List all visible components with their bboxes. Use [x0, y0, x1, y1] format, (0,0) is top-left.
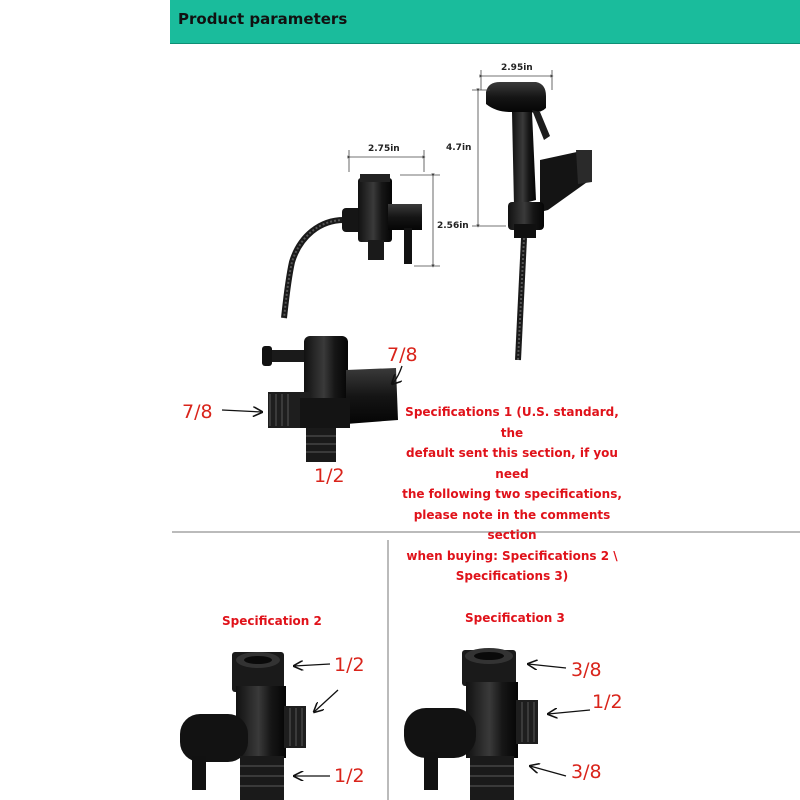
spec2-bottom-size-label: 1/2: [334, 765, 365, 787]
spec3-valve-image: [404, 648, 538, 800]
sprayer-width-label: 2.95in: [501, 63, 533, 73]
spec1-text-line: Specifications 3): [455, 569, 569, 583]
sprayer-height-label: 4.7in: [446, 143, 472, 153]
spec1-valve-image: [262, 336, 398, 462]
spec1-text-line: when buying: Specifications 2 \: [406, 548, 618, 563]
spec2-valve-image: [180, 652, 306, 800]
valve-image: [284, 174, 422, 318]
spec1-description: [392, 402, 632, 587]
spec1-text-line: Specifications 1 (U.S. standard, the: [405, 405, 619, 440]
spec1-top-size-label: 7/8: [387, 344, 418, 366]
valve-height-label: 2.56in: [437, 221, 469, 231]
spec2-top-size-label: 1/2: [334, 654, 365, 676]
spec3-middle-size-label: 1/2: [592, 691, 623, 713]
valve-width-label: 2.75in: [368, 144, 400, 154]
spec1-text-line: the following two specifications,: [402, 487, 622, 501]
spec3-bottom-size-label: 3/8: [571, 761, 602, 783]
spec2-title: Specification 2: [222, 614, 322, 628]
sprayer-image: [486, 82, 592, 360]
spec3-title: Specification 3: [465, 611, 565, 625]
page-title: Product parameters: [178, 10, 348, 28]
spec1-text-line: please note in the comments section: [413, 507, 611, 542]
spec1-bottom-size-label: 1/2: [314, 465, 345, 487]
spec3-top-size-label: 3/8: [571, 659, 602, 681]
spec1-left-size-label: 7/8: [182, 401, 213, 423]
spec1-text-line: default sent this section, if you need: [406, 446, 618, 481]
